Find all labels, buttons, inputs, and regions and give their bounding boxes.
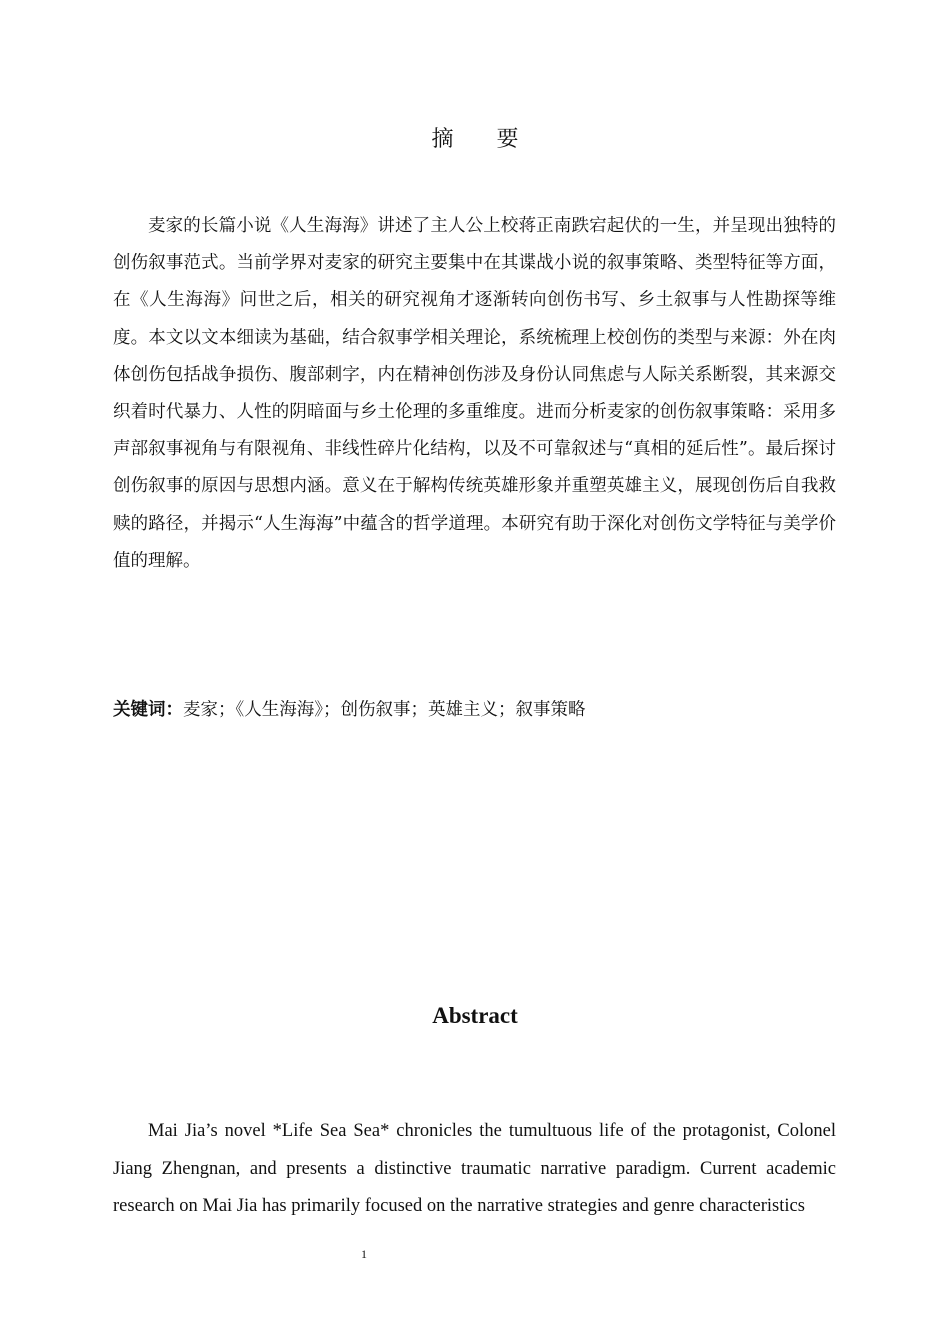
keywords-label: 关键词： (113, 700, 183, 720)
keywords-line (113, 694, 836, 726)
page-number: 1 (361, 1247, 367, 1261)
keywords-text: 麦家；《人生海海》；创伤叙事；英雄主义；叙事策略 (183, 700, 586, 720)
abstract-cn-body: 麦家的长篇小说《人生海海》讲述了主人公上校蒋正南跌宕起伏的一生，并呈现出独特的创伤叙事范式。当前学界对麦家的研究主要集中在其谍战小说的叙事策略、类型特征等方面，在《人生海海》问世之后，相关的研究视角才逐渐转向创伤书写、乡土叙事与人性勘探等维度。本文以文本细读为基础，结合叙事学相关理论，系统梳理上校创伤的类型与来源：外在肉体创伤包括战争损伤、腹部刺字，内在精神创伤涉及身份认同焦虑与人际关系断裂，其来源交织着时代暴力、人性的阴暗面与乡土伦理的多重维度。进而分析麦家的创伤叙事策略：采用多声部叙事视角与有限视角、非线性碎片化结构，以及不可靠叙述与“真相的延后性”。最后探讨创伤叙事的原因与思想内涵。意义在于解构传统英雄形象并重塑英雄主义，展现创伤后自我救赎的路径，并揭示“人生海海”中蕴含的哲学道理。本研究有助于深化对创伤文学特征与美学价值的理解。 (113, 216, 836, 571)
abstract-en-body: Mai Jia’s novel *Life Sea Sea* chronicles the tumultuous life of the protagonist, Colonel Jiang Zhengnan, and presents a distinctive traumatic narrative paradigm. Current academic research on Mai Jia has primarily focused on the narrative strategies and genre characteristics (113, 1121, 836, 1216)
abstract-en-title: Abstract (432, 1003, 518, 1028)
abstract-cn-title: 摘 要 (431, 127, 537, 152)
